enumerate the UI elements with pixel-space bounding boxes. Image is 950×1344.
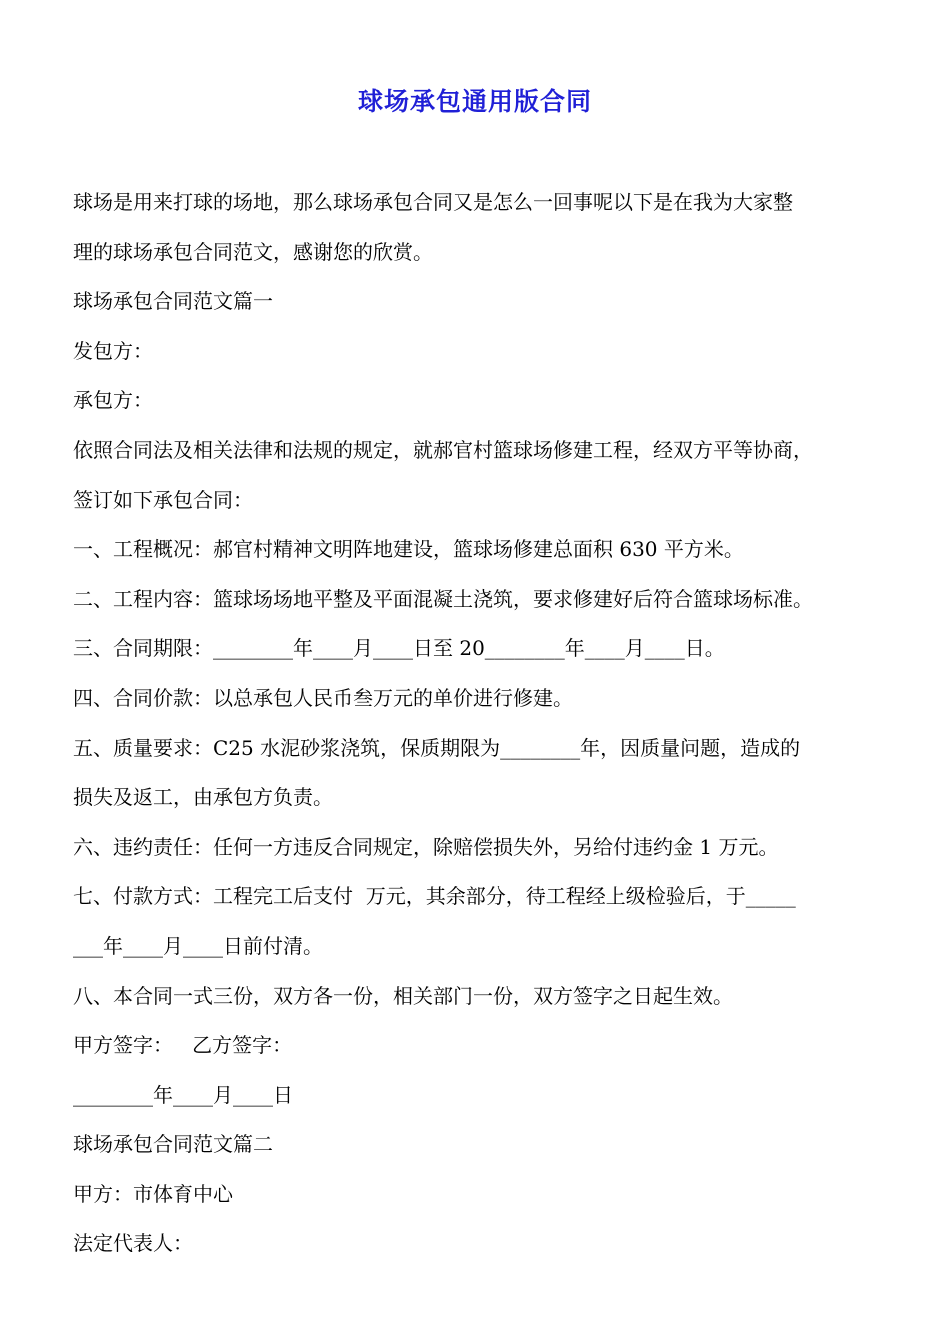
paragraph-line: 球场是用来打球的场地，那么球场承包合同又是怎么一回事呢以下是在我为大家整 — [73, 190, 793, 214]
paragraph-line: 签订如下承包合同： — [73, 487, 253, 512]
section-heading: 球场承包合同范文篇二 — [73, 1132, 273, 1157]
clause-5: 五、质量要求：C25 水泥砂浆浇筑，保质期限为________年，因质量问题，造成的 — [73, 735, 801, 760]
clause-3: 三、合同期限：________年____月____日至 20________年____月____日。 — [73, 636, 725, 661]
legal-representative-line: 法定代表人： — [73, 1231, 193, 1256]
party-a-line: 甲方：市体育中心 — [73, 1181, 233, 1206]
document-title: 球场承包通用版合同 — [357, 87, 592, 116]
clause-4: 四、合同价款：以总承包人民币叁万元的单价进行修建。 — [73, 685, 573, 710]
section-heading: 球场承包合同范文篇一 — [73, 289, 273, 314]
clause-7: 七、付款方式：工程完工后支付 万元，其余部分，待工程经上级检验后，于_____ — [73, 884, 796, 909]
clause-5-continued: 损失及返工，由承包方负责。 — [73, 785, 333, 810]
clause-1: 一、工程概况：郝官村精神文明阵地建设，篮球场修建总面积 630 平方米。 — [73, 537, 744, 562]
date-line: ________年____月____日 — [73, 1082, 293, 1107]
clause-2: 二、工程内容：篮球场场地平整及平面混凝土浇筑，要求修建好后符合篮球场标准。 — [73, 586, 813, 611]
document-body — [73, 178, 893, 1269]
signature-line: 甲方签字： 乙方签字： — [73, 1033, 293, 1058]
paragraph-line: 理的球场承包合同范文，感谢您的欣赏。 — [73, 239, 433, 264]
clause-7-continued: ___年____月____日前付清。 — [73, 933, 323, 958]
paragraph-line: 依照合同法及相关法律和法规的规定，就郝官村篮球场修建工程，经双方平等协商， — [73, 437, 813, 462]
party-b-line: 承包方： — [73, 388, 153, 413]
clause-6: 六、违约责任：任何一方违反合同规定，除赔偿损失外，另给付违约金 1 万元。 — [73, 834, 779, 859]
clause-8: 八、本合同一式三份，双方各一份，相关部门一份，双方签字之日起生效。 — [73, 983, 733, 1008]
party-a-line: 发包方： — [73, 338, 153, 363]
